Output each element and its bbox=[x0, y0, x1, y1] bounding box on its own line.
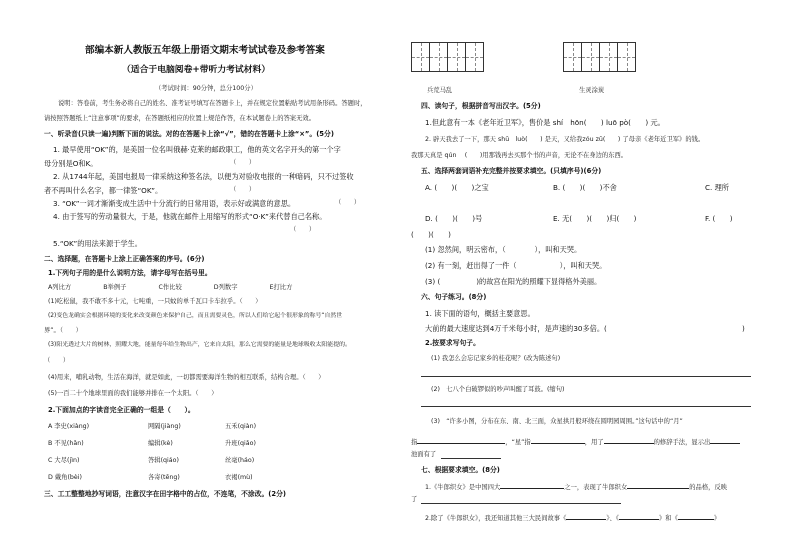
answer-line-1[interactable] bbox=[421, 376, 751, 377]
q6-sub1: 1. 读下面的语句，概括主要意思。 bbox=[425, 309, 535, 318]
blank-star[interactable] bbox=[531, 437, 585, 444]
q6-sub2: 2.按要求写句子。 bbox=[425, 339, 480, 347]
grid-word-2: 生灵涂炭 bbox=[579, 87, 605, 94]
pinyin-a-3: 五禾(qiàn) bbox=[225, 423, 257, 430]
q5-row2-a: D. ( )( )号 bbox=[425, 214, 483, 223]
q7-line2 bbox=[425, 513, 720, 522]
pinyin-b-3: 升班(qiǎo) bbox=[225, 440, 256, 447]
pinyin-d-1: D 戴角(bèi) bbox=[48, 474, 82, 481]
grid-cell[interactable] bbox=[465, 42, 484, 72]
q1-item-2b: 者不再叫什么名字，都一律签“OK”。 bbox=[44, 186, 163, 195]
q5-fill-3: (3) ( )的故宫在阳光的照耀下显得格外美丽。 bbox=[425, 277, 602, 286]
q2-sub1: 1.下列句子用的是什么说明方法，请字母写在括号里。 bbox=[48, 269, 212, 277]
q4-line-1: 1.但此意有一本《老年近卫军》，售价是 shí hōn( ) luō pò( ) 元。 bbox=[425, 118, 665, 127]
blank-rhetoric[interactable] bbox=[604, 437, 654, 444]
method-b: B举例子 bbox=[103, 284, 127, 291]
q1-item-1b: 母分别是O和K。 bbox=[44, 159, 98, 168]
q1-mark-4[interactable]: （ ） bbox=[290, 226, 316, 233]
q6-sentence: 大前的最大速度达到4万千米每小时，是声速的30多倍。( bbox=[425, 324, 607, 333]
q5-fill-1: (1) 忽然间，明云密布，（ ），叫和天哭。 bbox=[425, 245, 582, 254]
method-e: E打比方 bbox=[269, 284, 293, 291]
grid-word-1: 兵荒马乱 bbox=[427, 87, 453, 94]
q2-sentence-3a: (3)阳光透过大片的树林，照耀大地，能量每年给生物出产，它来自太阳，那么它需要的能量是地球吸收太阳能提的。 bbox=[48, 342, 351, 348]
q6-s3a: (3) “许多小图，分布在东、南、北三面，众星拱月般环绕在圆明园周围。”这句话中的“月” bbox=[431, 418, 683, 425]
blank-story-1[interactable] bbox=[566, 513, 606, 520]
pinyin-b-2: 编辑(kè) bbox=[148, 440, 173, 447]
grid-cell[interactable] bbox=[599, 42, 618, 72]
q2-sentence-2a: (2)变色龙确实会根据环境的变化来改变颜色来保护自己，而且需要灵色，所以人们给它起个很形象的称号“自然世 bbox=[48, 313, 343, 319]
pinyin-d-2: 各寄(tēng) bbox=[148, 474, 180, 481]
answer-line-3[interactable] bbox=[441, 458, 501, 459]
q1-mark-3[interactable]: （ ） bbox=[335, 199, 361, 206]
blank-q7-2[interactable] bbox=[627, 482, 689, 489]
blank-q7-1[interactable] bbox=[500, 482, 564, 489]
method-c: C作比较 bbox=[158, 284, 182, 291]
q5-row1-c: C. 理所 bbox=[705, 183, 729, 192]
q3-heading: 三、工工整整地抄写词语，注意汉字在田字格中的占位，不连笔，不涂改。(2分) bbox=[44, 490, 287, 498]
pinyin-c-2: 答辑(qiáo) bbox=[148, 457, 179, 464]
q2-sentence-5: (5)一百二十个地球里面的我们能够并排在一个太阳。（ ） bbox=[48, 390, 218, 397]
q6-heading: 六、句子练习。(8分) bbox=[421, 293, 487, 301]
q2-sentence-4: (4)用来，哺乳动物，生活在海洋，就是如此，一切都需要海洋生物的相互联系，结构合理。（ ） bbox=[48, 374, 325, 381]
answer-line-4[interactable] bbox=[421, 503, 621, 504]
blank-shows[interactable] bbox=[710, 437, 740, 444]
pinyin-d-3: 衣褐(mù) bbox=[225, 474, 253, 481]
blank-story-2[interactable] bbox=[619, 513, 659, 520]
exam-title: 部编本新人教版五年级上册语文期末考试试卷及参考答案 bbox=[85, 45, 325, 56]
blank-moon[interactable] bbox=[417, 437, 505, 444]
q2-sentence-2b: 界”。（ ） bbox=[44, 327, 82, 334]
q7-l2d: 》和《 bbox=[658, 515, 678, 522]
q7-l2b: 《 bbox=[560, 515, 567, 522]
grid-cell[interactable] bbox=[581, 42, 600, 72]
q4-line-3: 我那天真是 qún ( )用那钱再去买那个书的声音，无论不在身边的东西。 bbox=[411, 152, 628, 159]
q7-l2c: 》、《 bbox=[606, 515, 619, 522]
q5-row1-a: A. ( )( )之宝 bbox=[425, 183, 489, 192]
grid-cell[interactable] bbox=[563, 42, 582, 72]
q2-heading: 二、选择题，在答题卡上涂上正确答案的序号。(6分) bbox=[44, 255, 205, 263]
q6-sentence-close: ) bbox=[742, 324, 745, 333]
q6-s2: (2) 七八个白破锣似的吵声叫醒了耳鼓。(缩句) bbox=[431, 386, 565, 393]
q6-s3-line2 bbox=[411, 437, 740, 446]
q2-sentence-3b: （ ） bbox=[44, 357, 70, 364]
q2-sentence-1: (1)吃松鼠，我不敢不多十元，七吨重，一只蚊的单千瓦口卡车拉乎。（ ） bbox=[48, 298, 262, 305]
q1-item-4: 4. 由于签写的劳动量很大，于是，他就在邮件上用缩写的形式“O·K”来代替自己名称。 bbox=[53, 212, 327, 221]
grid-cell[interactable] bbox=[411, 42, 430, 72]
instructions-line-1: 说明：答卷前，考生务必将自己的姓名、准考证号填写在答题卡上，并在规定位置粘贴考试用条形码。答题时， bbox=[58, 100, 367, 107]
q7-l2a: 2.除了《牛郎织女》，我还知道其他三大民间故事 bbox=[425, 515, 561, 522]
grid-cell[interactable] bbox=[617, 42, 636, 72]
q1-heading: 一、听录音(只读一遍)判断下面的说法。对的在答题卡上涂“√”，错的在答题卡上涂“×”。(5分) bbox=[44, 130, 334, 138]
q7-l2e: 》 bbox=[713, 515, 721, 522]
pinyin-c-1: C 大尽(jìn) bbox=[48, 457, 80, 464]
q7-l1a: 1.《牛郎织女》是中国四大 bbox=[425, 484, 501, 491]
exam-subtitle: （适合于电脑阅卷+带听力考试材料） bbox=[122, 65, 271, 75]
q4-heading: 四、读句子，根据拼音写出汉字。(5分) bbox=[421, 102, 541, 110]
pinyin-c-3: 丝毫(háo) bbox=[225, 457, 255, 464]
exam-info: （考试时间：90分钟，总分100分） bbox=[155, 85, 257, 92]
q6-s3e: 的修辞手法，显示出 bbox=[653, 439, 711, 446]
q6-s3c: ，“星”指 bbox=[505, 439, 531, 446]
q1-item-5: 5.“OK”的用法来源于学生。 bbox=[53, 239, 142, 248]
q5-row1-b: B. ( )( )不舍 bbox=[553, 183, 617, 192]
blank-story-3[interactable] bbox=[678, 513, 714, 520]
q4-line-2: 2. 辟天我去了一下，那天 shū luò( ) 是天，又给我zóu zū( ) 了母亲《老年近卫军》的钱。 bbox=[425, 136, 705, 143]
method-a: A列比方 bbox=[48, 284, 72, 291]
q6-s3d: ，用了 bbox=[584, 439, 604, 446]
instructions-line-2: 请按照答题纸上“注意事项”的要求，在答题纸相应的位置上规范作答，在本试题卷上的答案无效。 bbox=[44, 115, 315, 122]
q6-s3b: 指 bbox=[411, 439, 418, 446]
q5-row2-b: E. 无( )( )归( ) bbox=[553, 214, 637, 223]
pinyin-a-2: 网隔(jiàng) bbox=[148, 423, 181, 430]
method-d: D列数字 bbox=[213, 284, 238, 291]
q7-l1b: 之一，表现了牛郎织女 bbox=[564, 484, 628, 491]
pinyin-a-1: A 李史(xiàng) bbox=[48, 423, 90, 430]
pinyin-b-1: B 不见(hǎn) bbox=[48, 440, 84, 447]
q2-sub2: 2.下面加点的字读音完全正确的一组是（ ）。 bbox=[48, 406, 195, 414]
q1-item-1a: 1. 最早使用“OK”的，是美国一位名叫俄赫·克莱的邮政职工，他的英文名字开头的第一个字 bbox=[53, 145, 341, 154]
answer-line-2[interactable] bbox=[421, 406, 751, 407]
q1-mark-2[interactable]: （ ） bbox=[230, 186, 256, 193]
grid-cell[interactable] bbox=[429, 42, 448, 72]
q7-l1d: 了 bbox=[411, 496, 418, 503]
grid-cell[interactable] bbox=[447, 42, 466, 72]
q7-line1 bbox=[425, 482, 727, 491]
q6-s1: (1) 我怎么会忘记家乡的桂花呢？(改为陈述句) bbox=[431, 355, 561, 362]
q2-methods bbox=[48, 285, 292, 291]
q5-row2-c: F. ( ) bbox=[705, 214, 733, 223]
q5-row3: ( )( ) bbox=[411, 230, 451, 239]
q1-mark-1[interactable]: （ ） bbox=[230, 159, 256, 166]
q7-heading: 七、根据要求填空。(8分) bbox=[421, 466, 500, 474]
q1-item-3: 3. “OK”一词才渐渐变成生活中十分流行的日常用语，表示好或满意的意思。 bbox=[53, 199, 296, 208]
q7-l1c: 的品格，反映 bbox=[689, 484, 728, 491]
q6-s3f: 池面有了 bbox=[411, 451, 437, 458]
q5-fill-2: (2) 有一刻，赶出得了一件（ ），叫和天哭。 bbox=[425, 261, 607, 270]
q1-item-2a: 2. 从1744年起，美国电报局一律采纳这种签名法，以便为对验收电报的一种暗码，只不过签收 bbox=[53, 172, 354, 181]
q5-heading: 五、选择两套词语补充完整并按要求填空。(只填序号)(6分) bbox=[421, 167, 602, 175]
